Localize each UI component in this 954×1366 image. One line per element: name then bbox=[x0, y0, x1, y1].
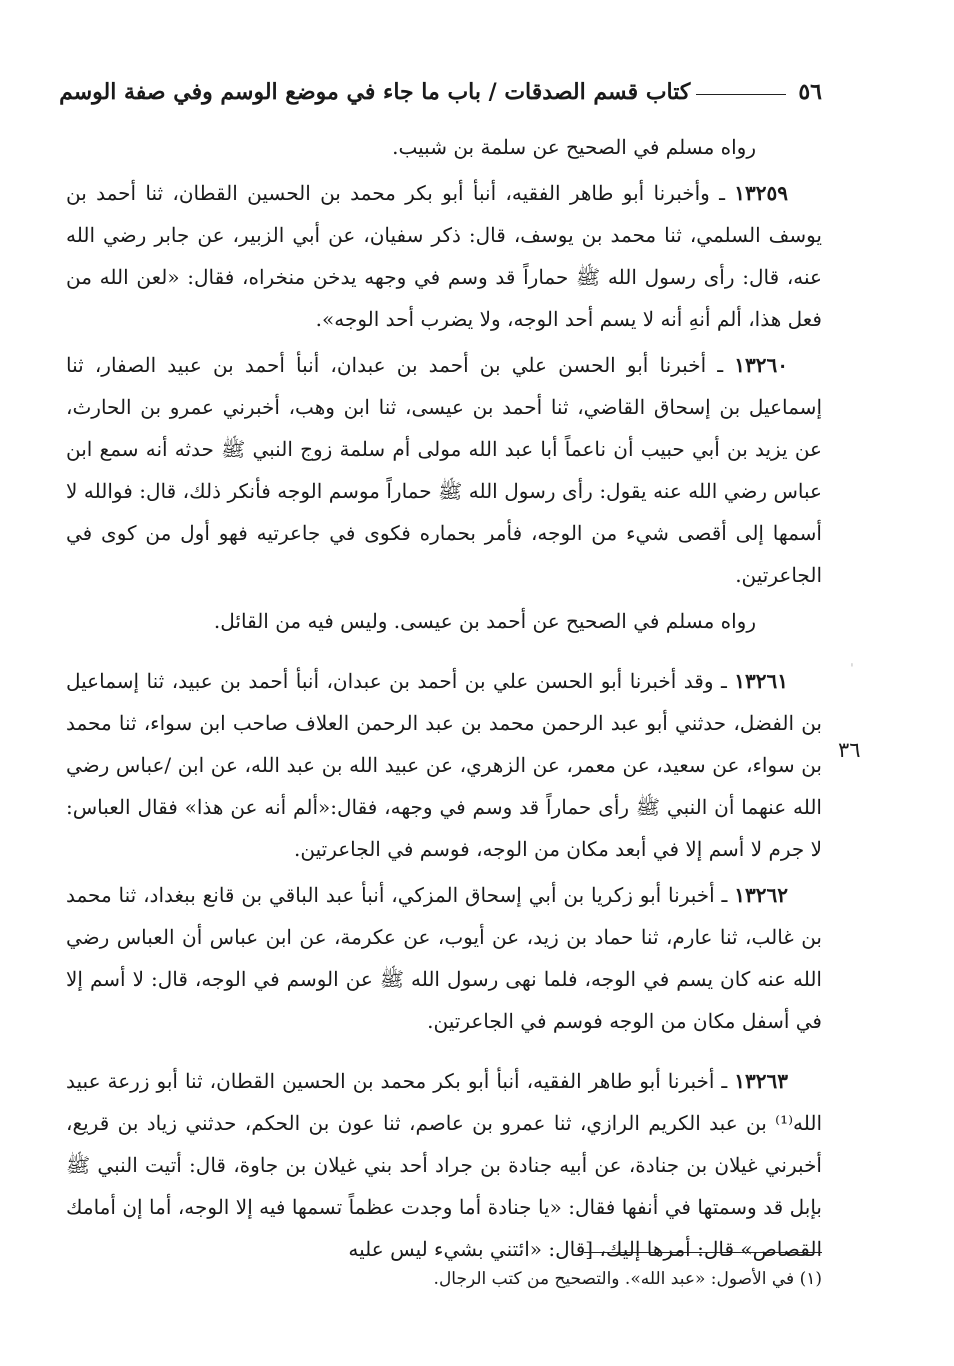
footnote: (١) في الأصول: «عبد الله». والتصحيح من كتب الرجال. bbox=[433, 1269, 822, 1289]
chapter-title: كتاب قسم الصدقات / باب ما جاء في موضع الوسم وفي صفة الوسم bbox=[59, 79, 691, 105]
margin-mark: ˈ bbox=[850, 662, 854, 678]
hadith-text: ـ أخبرنا أبو الحسن علي بن أحمد بن عبدان، أنبأ أحمد بن عبيد الصفار، ثنا إسماعيل بن إسحاق القاضي، ثنا أحمد بن عيسى، ثنا ابن وهب، أخبرني عمرو بن الحارث، عن يزيد بن أبي حبيب أن ناعماً أبا عبد الله مولى أم سلمة زوج النبي ﷺ حدثه أنه سمع ابن عباس رضي الله عنه يقول: رأى رسول الله ﷺ حماراً موسم الوجه فأنكر ذلك، قال: فوالله لا أسمها إلى أقصى شيء من الوجه، فأمر بحماره فكوى في جاعرتيه فهو أول من كوى في الجاعرتين. bbox=[66, 353, 822, 587]
hadith-text: ـ أخبرنا أبو زكريا بن أبي إسحاق المزكي، أنبأ عبد الباقي بن قانع ببغداد، ثنا محمد بن غالب، ثنا عارم، ثنا حماد بن زيد، عن أيوب، عن عكرمة، عن ابن عباس أن العباس رضي الله عنه كان يسم في الوجه، فلما نهى رسول الله ﷺ عن الوسم في الوجه، قال: لا أسم إلا في أسفل مكان من الوجه فوسم في الجاعرتين. bbox=[66, 883, 822, 1033]
page-number: ٥٦ bbox=[798, 79, 822, 105]
paragraph-text: رواه مسلم في الصحيح عن سلمة بن شبيب. bbox=[392, 135, 756, 159]
hadith-13261 bbox=[66, 660, 822, 870]
hadith-13262 bbox=[66, 874, 822, 1042]
manuscript-folio-number: ٣٦ bbox=[838, 738, 861, 762]
footnote-divider bbox=[584, 1252, 822, 1253]
hadith-number: ١٣٢٦٢ bbox=[734, 883, 788, 907]
hadith-13260 bbox=[66, 344, 822, 596]
hadith-number: ١٣٢٦٣ bbox=[734, 1069, 788, 1093]
hadith-text: ـ وقد أخبرنا أبو الحسن علي بن أحمد بن عبدان، أنبأ أحمد بن عبيد، ثنا إسماعيل بن الفضل، حدثني أبو عبد الرحمن محمد بن عبد الرحمن العلاف صاحب ابن سواء، ثنا محمد بن سواء، عن سعيد، عن معمر، عن الزهري، عن عبيد الله بن عبد الله، عن ابن /عباس رضي الله عنهما أن النبي ﷺ رأى حماراً قد وسم في وجهه، فقال:«ألم أنه عن هذا» فقال العباس: لا جرم لا أسم إلا في أبعد مكان من الوجه، فوسم في الجاعرتين. bbox=[66, 669, 822, 861]
header-rule bbox=[696, 94, 786, 95]
paragraph-text: رواه مسلم في الصحيح عن أحمد بن عيسى. وليس فيه من القائل. bbox=[213, 609, 756, 633]
hadith-13259 bbox=[66, 172, 822, 340]
paragraph-riwaya bbox=[66, 600, 822, 642]
paragraph-riwaya bbox=[66, 126, 822, 168]
running-header bbox=[59, 72, 822, 112]
hadith-number: ١٣٢٦٠ bbox=[734, 353, 788, 377]
hadith-13263 bbox=[66, 1060, 822, 1270]
hadith-number: ١٣٢٦١ bbox=[734, 669, 788, 693]
hadith-text: ـ أخبرنا أبو طاهر الفقيه، أنبأ أبو بكر محمد بن الحسين القطان، ثنا أبو زرعة عبيد الله⁽¹⁾ بن عبد الكريم الرازي، ثنا عمرو بن عاصم، ثنا عون بن الحكم، حدثني زياد بن قريع، أخبرني غيلان بن جنادة، عن أبيه جنادة بن جراد أحد بني غيلان بن جاوة، قال: أتيت النبي ﷺ بإبل قد وسمتها في أنفها فقال: «يا جنادة أما وجدت عظماً تسمها فيه إلا الوجه، أما إن أمامك القصاص» قال: أمرها إليك، [قال: «ائتني بشيء ليس عليه bbox=[66, 1069, 823, 1261]
hadith-text: ـ وأخبرنا أبو طاهر الفقيه، أنبأ أبو بكر محمد بن الحسين القطان، ثنا أحمد بن يوسف السلمي، ثنا محمد بن يوسف، قال: ذكر سفيان، عن أبي الزبير، عن جابر رضي الله عنه، قال: رأى رسول الله ﷺ حماراً قد وسم في وجهه يدخن منخراه، فقال: «لعن الله من فعل هذا، ألم أنهِ أنه لا يسم أحد الوجه، ولا يضرب أحد الوجه». bbox=[66, 181, 822, 331]
body-text bbox=[66, 126, 822, 1274]
hadith-number: ١٣٢٥٩ bbox=[734, 181, 788, 205]
